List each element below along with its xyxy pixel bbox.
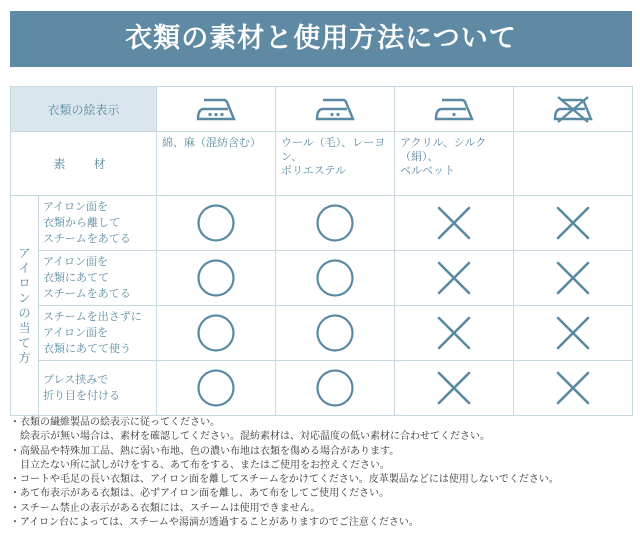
- symbol-cell: [157, 251, 276, 306]
- material-none: [514, 132, 633, 196]
- ok-circle-icon: [196, 258, 236, 298]
- ng-cross-icon: [553, 258, 593, 298]
- method-line: スチームをあてる: [43, 287, 131, 300]
- method-line: スチームを出さずに: [43, 310, 142, 323]
- symbol-cell: [276, 306, 395, 361]
- material-line: アクリル、シルク（絹）、: [400, 136, 487, 163]
- method-label: [39, 251, 157, 306]
- note-line: ・コートや毛足の長い衣類は、アイロン面を離してスチームをかけてください。皮革製品などには使用しないでください。: [10, 474, 559, 486]
- material-line: ウール（毛）、レーヨン、: [281, 136, 386, 163]
- symbol-cell: [276, 361, 395, 416]
- method-row: [11, 251, 633, 306]
- method-line: 衣類にあてて: [43, 271, 109, 284]
- method-row: [11, 361, 633, 416]
- symbol-cell: [514, 196, 633, 251]
- symbol-cell: [395, 196, 514, 251]
- note-line: ・アイロン台によっては、スチームや湯滴が透過することがありますのでご注意ください。: [10, 517, 419, 529]
- symbol-cell: [276, 196, 395, 251]
- method-row: [11, 196, 633, 251]
- method-line: アイロン面を: [43, 200, 109, 213]
- note-line: 絵表示が無い場合は、素材を確認してください。混紡素材は、対応温度の低い素材に合わせてください。: [10, 431, 490, 443]
- method-row: [11, 306, 633, 361]
- symbol-cell: [157, 196, 276, 251]
- ok-circle-icon: [196, 203, 236, 243]
- ok-circle-icon: [315, 368, 355, 408]
- ng-cross-icon: [434, 368, 474, 408]
- page-title: 衣類の素材と使用方法について: [10, 11, 632, 67]
- symbol-cell: [514, 361, 633, 416]
- symbol-cell: [395, 361, 514, 416]
- method-line: プレス挟みで: [43, 373, 109, 386]
- symbol-cell: [514, 306, 633, 361]
- note-line: ・あて布表示がある衣類は、必ずアイロン面を離し、あて布をしてご使用ください。: [10, 488, 390, 500]
- method-line: アイロン面を: [43, 326, 109, 339]
- material-cotton-linen: [157, 132, 276, 196]
- ok-circle-icon: [315, 203, 355, 243]
- material-acrylic-silk: [395, 132, 514, 196]
- method-line: 衣類にあてて使う: [43, 342, 131, 355]
- ironing-method-header: [11, 196, 39, 416]
- ok-circle-icon: [196, 313, 236, 353]
- no-iron-icon: [514, 87, 633, 132]
- ng-cross-icon: [553, 313, 593, 353]
- usage-notes: [10, 416, 632, 530]
- ng-cross-icon: [434, 258, 474, 298]
- method-label: [39, 361, 157, 416]
- symbol-cell: [157, 361, 276, 416]
- material-line: ポリエステル: [281, 164, 347, 177]
- method-line: アイロン面を: [43, 255, 109, 268]
- iron-medium-temp-icon: [276, 87, 395, 132]
- method-line: 折り目を付ける: [43, 389, 120, 402]
- method-label: [39, 196, 157, 251]
- symbol-cell: [395, 251, 514, 306]
- ok-circle-icon: [196, 368, 236, 408]
- note-line: ・スチーム禁止の表示がある衣類には、スチームは使用できません。: [10, 502, 321, 514]
- material-line: ベルベット: [400, 164, 456, 177]
- note-line: ・衣類の繊維製品の絵表示に従ってください。: [10, 417, 220, 428]
- iron-low-temp-icon: [395, 87, 514, 132]
- symbol-cell: [514, 251, 633, 306]
- material-wool-rayon: [276, 132, 395, 196]
- note-line: ・高級品や特殊加工品、熱に弱い布地、色の濃い布地は衣類を傷める場合があります。: [10, 445, 400, 457]
- ng-cross-icon: [553, 368, 593, 408]
- ng-cross-icon: [434, 313, 474, 353]
- symbol-cell: [395, 306, 514, 361]
- note-line: 目立たない所に試しがけをする、あて布をする、またはご使用をお控えください。: [10, 459, 390, 471]
- materials-row: [11, 132, 633, 196]
- icon-header-row: [11, 87, 633, 132]
- side-label: アイロンの当て方: [18, 245, 31, 365]
- care-label-header: 衣類の絵表示: [11, 87, 157, 132]
- symbol-cell: [157, 306, 276, 361]
- materials-header: 素 材: [11, 132, 157, 196]
- symbol-cell: [276, 251, 395, 306]
- ironing-guide-table: [10, 86, 633, 416]
- ok-circle-icon: [315, 258, 355, 298]
- ng-cross-icon: [434, 203, 474, 243]
- ng-cross-icon: [553, 203, 593, 243]
- method-label: [39, 306, 157, 361]
- iron-high-temp-icon: [157, 87, 276, 132]
- ok-circle-icon: [315, 313, 355, 353]
- method-line: 衣類から離して: [43, 216, 120, 229]
- material-line: 綿、麻（混紡含む）: [162, 136, 262, 149]
- method-line: スチームをあてる: [43, 232, 131, 245]
